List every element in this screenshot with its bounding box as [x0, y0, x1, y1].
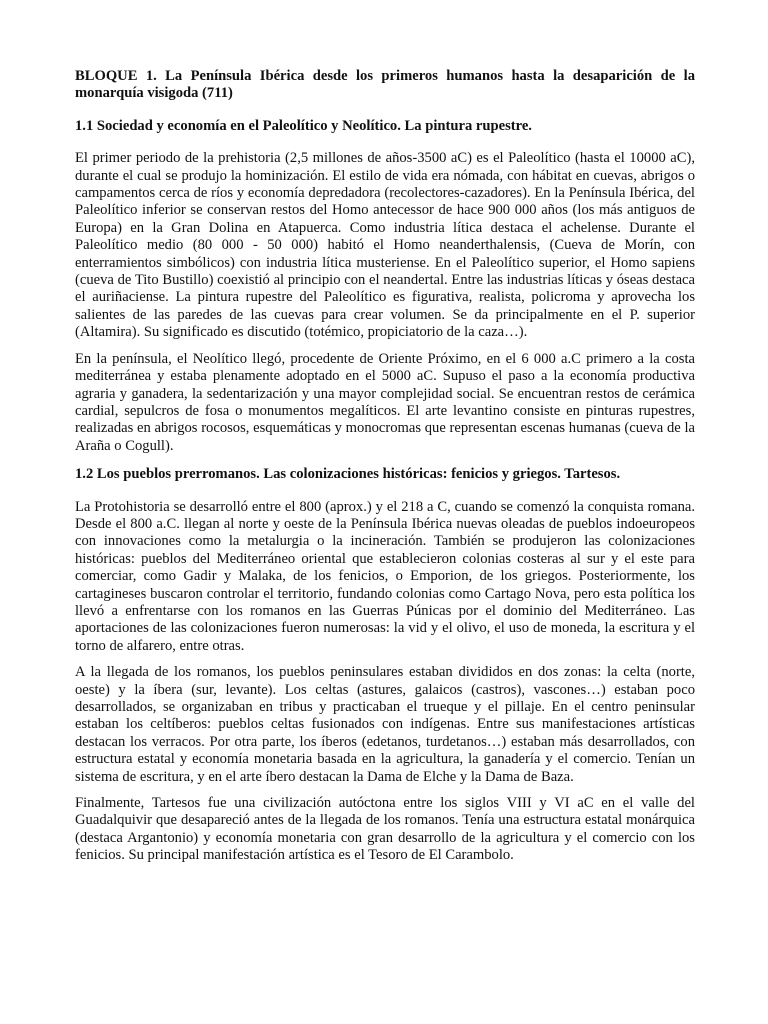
- document-page: [75, 68, 695, 874]
- paragraph-pueblos-prerromanos: A la llegada de los romanos, los pueblos peninsulares estaban divididos en dos zonas: la celta (norte, oeste) y la íbera (sur, levante). Los celtas (astures, galaicos (castros), vascones…) estaban poco desarrollados, se organizaban en tribus y practicaban el trueque y el pillaje. En el centro peninsular estaban los celtíberos: pueblos celtas fusionados con indígenas. Entre sus manifestaciones artísticas destacan los verracos. Por otra parte, los íberos (edetanos, turdetanos…) estaban más desarrollados, con estructura estatal y economía monetaria basada en la agricultura, la ganadería y el comercio. Tenían un sistema de escritura, y en el arte íbero destacan la Dama de Elche y la Dama de Baza.: [75, 664, 695, 785]
- section-heading-1-2: 1.2 Los pueblos prerromanos. Las colonizaciones históricas: fenicios y griegos. Tartesos.: [75, 466, 621, 483]
- paragraph-protohistoria: La Protohistoria se desarrolló entre el 800 (aprox.) y el 218 a C, cuando se comenzó la conquista romana. Desde el 800 a.C. llegan al norte y oeste de la Península Ibérica nuevas oleadas de pueblos indoeuropeos con innovaciones como la metalurgia o la incineración. También se produjeron las colonizaciones históricas: pueblos del Mediterráneo oriental que establecieron colonias costeras al sur y el este para comerciar, como Gadir y Malaka, de los fenicios, o Emporion, de los griegos. Posteriormente, los cartagineses buscaron controlar el territorio, fundando colonias como Cartago Nova, pero esta política los llevó a enfrentarse con los romanos en las Guerras Púnicas por el dominio del Mediterráneo. Las aportaciones de las colonizaciones fueron numerosas: la vid y el olivo, el uso de moneda, la escritura y el torno de alfarero, entre otras.: [75, 498, 695, 654]
- paragraph-paleolitico: El primer periodo de la prehistoria (2,5 millones de años-3500 aC) es el Paleolítico (hasta el 10000 aC), durante el cual se produjo la hominización. El estilo de vida era nómada, con hábitat en cuevas, abrigos o campamentos cerca de ríos y economía depredadora (recolectores-cazadores). En la Península Ibérica, del Paleolítico inferior se conservan restos del Homo antecessor de hace 900 000 años (los más antiguos de Europa) en la Gran Dolina en Atapuerca. Como industria lítica destaca el achelense. Durante el Paleolítico medio (80 000 - 50 000) habitó el Homo neanderthalensis, (Cueva de Morín, con enterramientos simbólicos) con industria lítica musteriense. En el Paleolítico superior, el Homo sapiens (cueva de Tito Bustillo) coexistió al principio con el neandertal. Entre las industrias líticas y óseas destaca el auriñaciense. La pintura rupestre del Paleolítico es figurativa, realista, policroma y aprovecha los salientes de las paredes de las cuevas para crear volumen. Se da principalmente en el P. superior (Altamira). Su significado es discutido (totémico, propiciatorio de la caza…).: [75, 150, 695, 341]
- section-heading-1-1: 1.1 Sociedad y economía en el Paleolítico y Neolítico. La pintura rupestre.: [75, 117, 532, 134]
- paragraph-tartesos: Finalmente, Tartesos fue una civilización autóctona entre los siglos VIII y VI aC en el valle del Guadalquivir que desapareció antes de la llegada de los romanos. Tenía una estructura estatal monárquica (destaca Argantonio) y economía monetaria con gran desarrollo de la agricultura y el comercio con los fenicios. Su principal manifestación artística es el Tesoro de El Carambolo.: [75, 795, 695, 864]
- paragraph-neolitico: En la península, el Neolítico llegó, procedente de Oriente Próximo, en el 6 000 a.C primero a la costa mediterránea y estaba plenamente adoptado en el 5000 aC. Supuso el paso a la economía productiva agraria y ganadera, la sedentarización y una mayor complejidad social. Se encuentran restos de cerámica cardial, sepulcros de fosa o monumentos megalíticos. El arte levantino consiste en pinturas rupestres, realizadas en abrigos rocosos, esquemáticas y monocromas que representan escenas humanas (cueva de la Araña o Cogull).: [75, 350, 695, 454]
- document-title: BLOQUE 1. La Península Ibérica desde los primeros humanos hasta la desaparición de la monarquía visigoda (711): [75, 68, 695, 102]
